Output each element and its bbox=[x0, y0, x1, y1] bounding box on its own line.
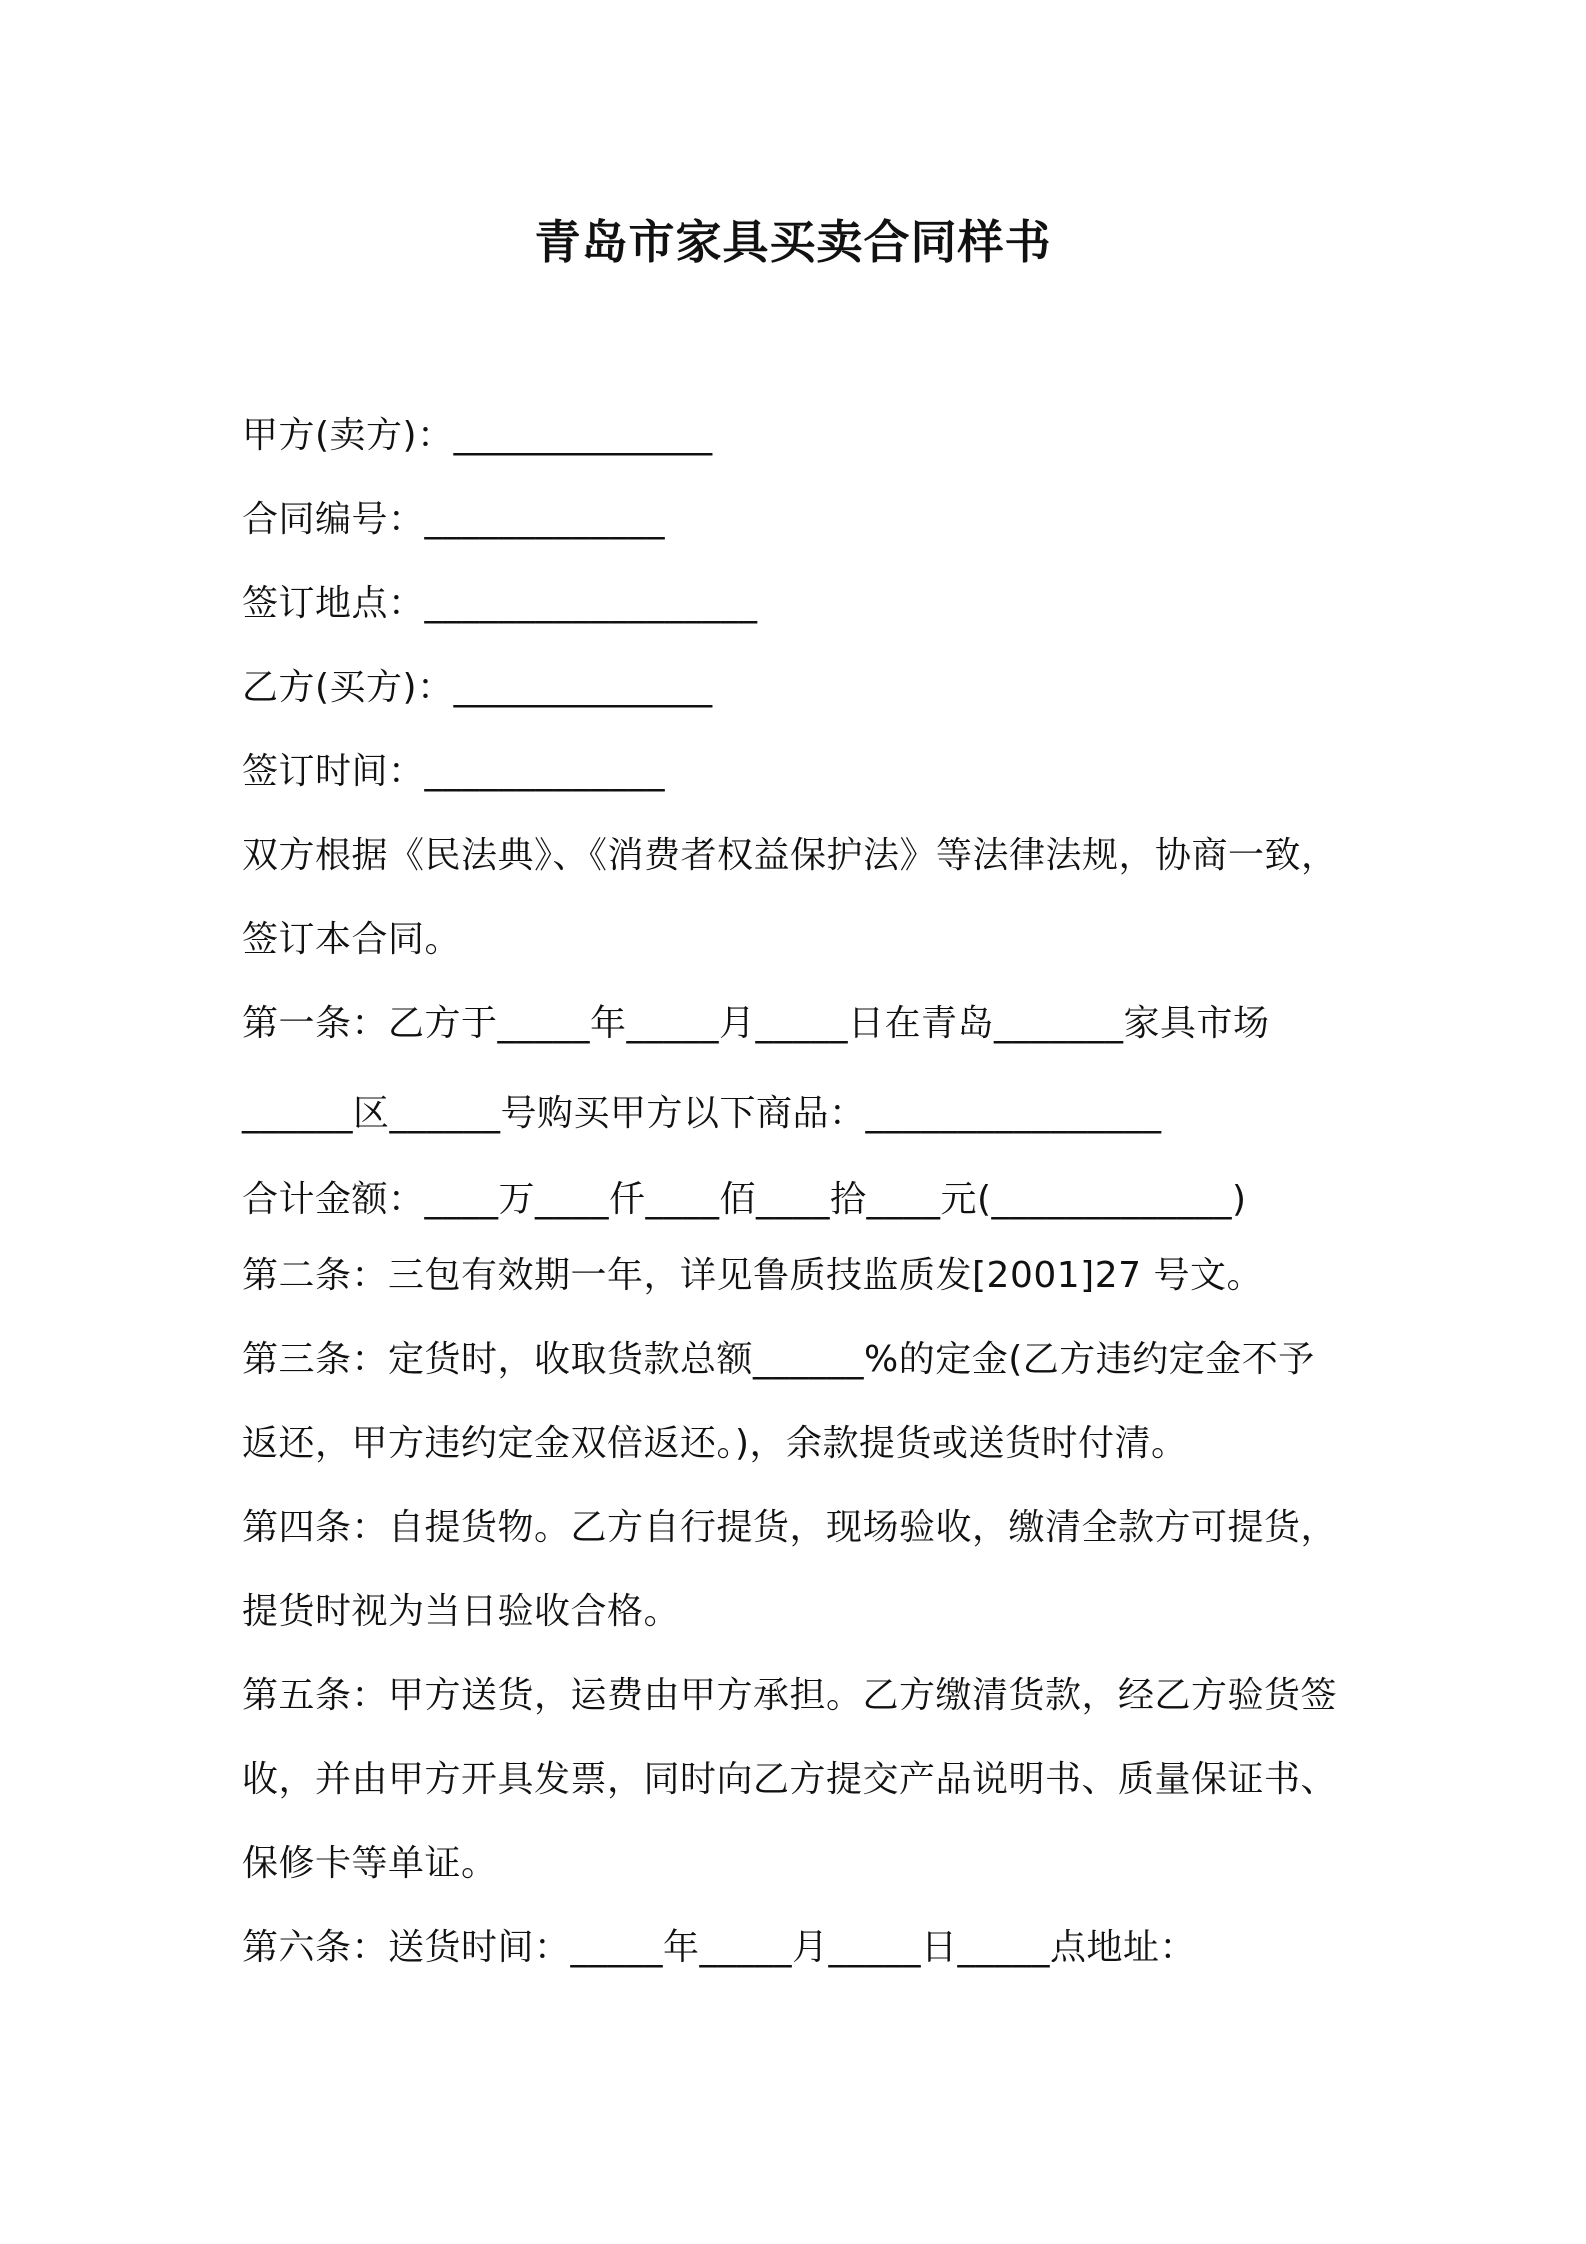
article-5-line-1: 第五条：甲方送货，运费由甲方承担。乙方缴清货款，经乙方验货签 bbox=[242, 1675, 1338, 1716]
preamble-line-1: 双方根据《民法典》、《消费者权益保护法》等法律法规，协商一致， bbox=[242, 835, 1338, 876]
article-3-line-1: 第三条：定货时，收取货款总额______%的定金(乙方违约定金不予 bbox=[242, 1339, 1315, 1380]
article-5-line-2: 收，并由甲方开具发票，同时向乙方提交产品说明书、质量保证书、 bbox=[242, 1759, 1338, 1800]
document-title: 青岛市家具买卖合同样书 bbox=[534, 215, 1052, 269]
article-4-line-2: 提货时视为当日验收合格。 bbox=[242, 1591, 681, 1632]
article-6-line: 第六条：送货时间：_____年_____月_____日_____点地址： bbox=[242, 1927, 1197, 1968]
preamble-line-2: 签订本合同。 bbox=[242, 919, 462, 960]
total-amount-line: 合计金额：____万____仟____佰____拾____元(_____________) bbox=[242, 1179, 1247, 1220]
article-5-line-3: 保修卡等单证。 bbox=[242, 1843, 498, 1884]
article-1-line-1: 第一条：乙方于_____年_____月_____日在青岛_______家具市场 bbox=[242, 1003, 1270, 1044]
contract-number-line: 合同编号：_____________ bbox=[242, 499, 666, 540]
article-2-line: 第二条：三包有效期一年，详见鲁质技监质发[2001]27 号文。 bbox=[242, 1255, 1263, 1296]
article-4-line-1: 第四条：自提货物。乙方自行提货，现场验收，缴清全款方可提货， bbox=[242, 1507, 1338, 1548]
signing-place-line: 签订地点：__________________ bbox=[242, 583, 758, 624]
article-1-line-2: ______区______号购买甲方以下商品：________________ bbox=[242, 1093, 1162, 1134]
article-3-line-2: 返还，甲方违约定金双倍返还。)，余款提货或送货时付清。 bbox=[242, 1423, 1188, 1464]
buyer-line: 乙方(买方)：______________ bbox=[242, 667, 713, 708]
seller-line: 甲方(卖方)：______________ bbox=[242, 415, 713, 456]
signing-time-line: 签订时间：_____________ bbox=[242, 751, 666, 792]
